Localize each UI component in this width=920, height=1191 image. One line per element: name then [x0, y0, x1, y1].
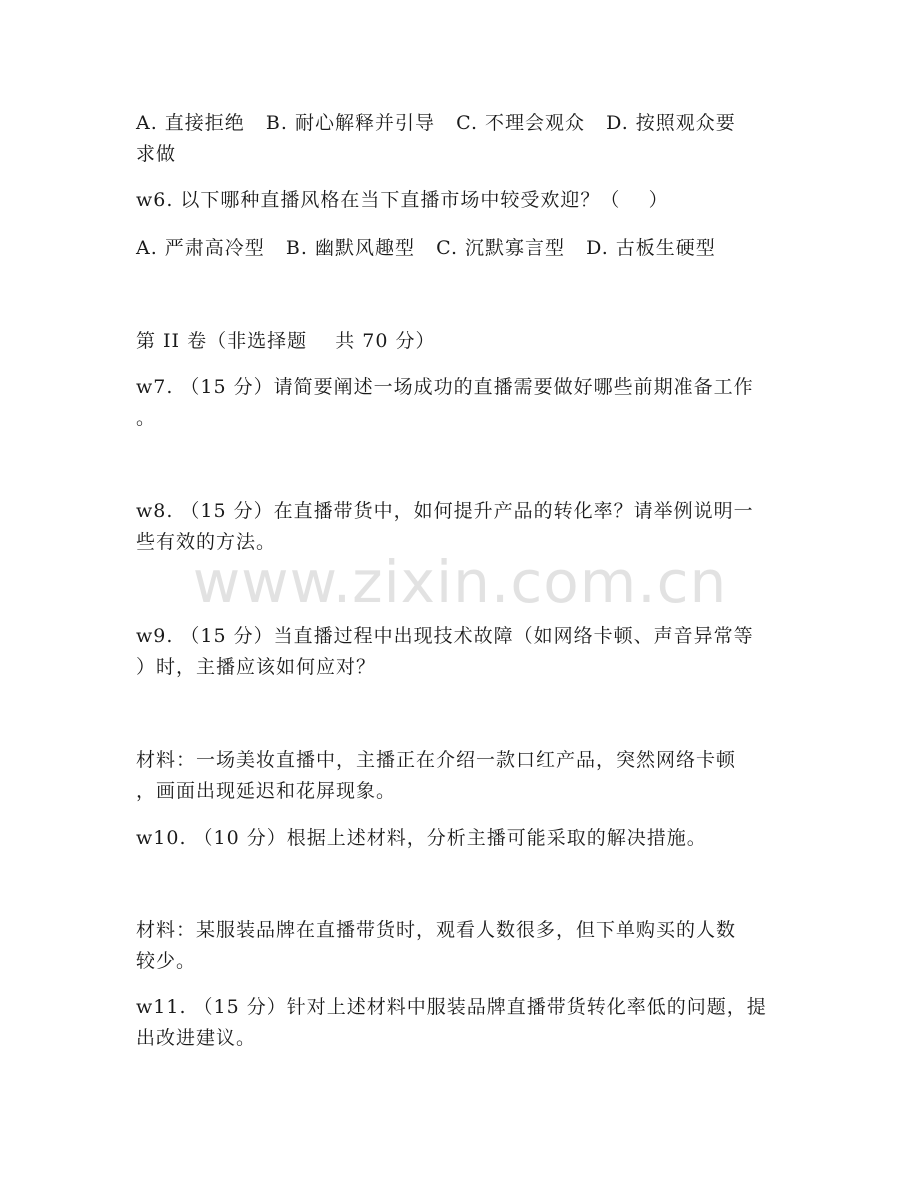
- material-2-line2: 较少。: [136, 950, 197, 972]
- section-heading: 第 II 卷（非选择题 共 70 分）: [136, 330, 436, 352]
- material-1-line2: ，画面出现延迟和花屏现象。: [136, 780, 397, 802]
- q11-question-line1: w11. （15 分）针对上述材料中服装品牌直播带货转化率低的问题，提: [136, 996, 767, 1018]
- q5-options-line2: 求做: [136, 143, 177, 165]
- q6-options: A. 严肃高冷型 B. 幽默风趣型 C. 沉默寡言型 D. 古板生硬型: [136, 237, 716, 259]
- q8-question-line2: 些有效的方法。: [136, 531, 277, 553]
- q10-question: w10. （10 分）根据上述材料，分析主播可能采取的解决措施。: [136, 827, 707, 849]
- material-1-line1: 材料：一场美妆直播中，主播正在介绍一款口红产品，突然网络卡顿: [136, 749, 737, 771]
- q9-question-line1: w9. （15 分）当直播过程中出现技术故障（如网络卡顿、声音异常等: [136, 625, 754, 647]
- q11-question-line2: 出改进建议。: [136, 1027, 257, 1049]
- q8-question-line1: w8. （15 分）在直播带货中，如何提升产品的转化率？请举例说明一: [136, 500, 754, 522]
- watermark: www.zixin.com.cn: [192, 548, 728, 616]
- q7-question-line2: 。: [136, 407, 157, 429]
- q5-options-line1: A. 直接拒绝 B. 耐心解释并引导 C. 不理会观众 D. 按照观众要: [136, 112, 736, 134]
- material-2-line1: 材料：某服装品牌在直播带货时，观看人数很多，但下单购买的人数: [136, 919, 737, 941]
- q7-question-line1: w7. （15 分）请简要阐述一场成功的直播需要做好哪些前期准备工作: [136, 376, 754, 398]
- q6-question: w6. 以下哪种直播风格在当下直播市场中较受欢迎？（ ）: [136, 189, 669, 211]
- q9-question-line2: ）时，主播应该如何应对？: [136, 656, 377, 678]
